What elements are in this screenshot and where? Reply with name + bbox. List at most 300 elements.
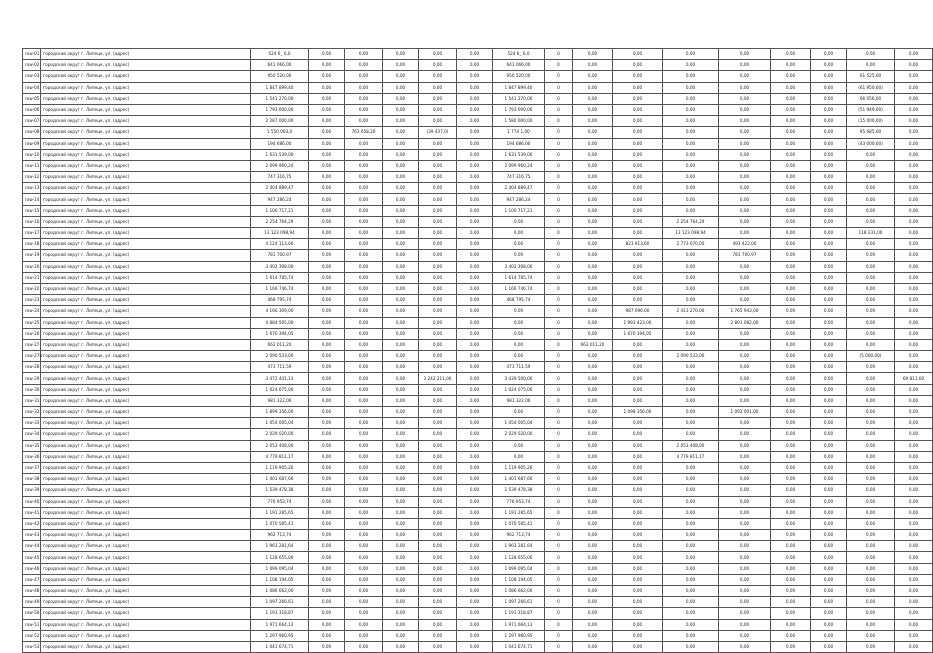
amount-cell: 0,00	[573, 362, 613, 373]
amount-cell: 1 539 478,38	[493, 485, 545, 496]
amount-cell: 0,00	[309, 418, 345, 429]
amount-cell: 0,00	[419, 351, 457, 362]
amount-cell: 0,00	[457, 272, 493, 283]
amount-cell: 0,00	[663, 93, 719, 104]
amount-cell: 1 297 960,95	[251, 630, 309, 641]
address-cell: городской округ г. Липецк, ул. (адрес)	[41, 250, 251, 261]
amount-cell: 0,00	[383, 60, 419, 71]
amount-cell: 0,00	[345, 328, 383, 339]
amount-cell: 0,00	[811, 641, 847, 652]
amount-cell: 0,00	[457, 160, 493, 171]
row-number: row-23	[23, 295, 41, 306]
amount-cell: 0,00	[613, 496, 663, 507]
amount-cell: 1 119 905,26	[493, 462, 545, 473]
amount-cell: 0,00	[309, 205, 345, 216]
amount-cell: 0,00	[847, 205, 895, 216]
amount-cell: 0,00	[457, 362, 493, 373]
amount-cell: 0,00	[811, 283, 847, 294]
amount-cell: 0,00	[457, 395, 493, 406]
amount-cell: 0,00	[847, 306, 895, 317]
amount-cell: 0,00	[895, 82, 933, 93]
amount-cell: 0	[545, 261, 573, 272]
amount-cell: 0,00	[457, 384, 493, 395]
amount-cell: 0,00	[419, 552, 457, 563]
amount-cell: 0,00	[383, 183, 419, 194]
row-number: row-52	[23, 630, 41, 641]
amount-cell: 0,00	[811, 149, 847, 160]
amount-cell: 0	[545, 71, 573, 82]
amount-cell: 0,00	[383, 261, 419, 272]
amount-cell: 0,00	[895, 339, 933, 350]
amount-cell: 0,00	[847, 641, 895, 652]
amount-cell: 0,00	[383, 71, 419, 82]
row-number: row-33	[23, 418, 41, 429]
amount-cell: 0,00	[419, 451, 457, 462]
amount-cell: 0,00	[771, 384, 811, 395]
amount-cell: 0,00	[847, 407, 895, 418]
amount-cell: 0,00	[895, 362, 933, 373]
address-cell: городской округ г. Липецк, ул. (адрес)	[41, 451, 251, 462]
table-row	[23, 306, 933, 317]
amount-cell: 1 963 281,64	[493, 541, 545, 552]
table-row	[23, 239, 933, 250]
amount-cell: 0,00	[847, 541, 895, 552]
amount-cell: 0,00	[309, 239, 345, 250]
amount-cell: 0,00	[457, 239, 493, 250]
amount-cell: 2 773 070,00	[663, 239, 719, 250]
amount-cell: 0,00	[719, 485, 771, 496]
amount-cell: 0,00	[419, 116, 457, 127]
amount-cell: 0,00	[383, 93, 419, 104]
row-number: row-04	[23, 82, 41, 93]
amount-cell: 2 099 960,24	[251, 160, 309, 171]
amount-cell: 0,00	[771, 462, 811, 473]
amount-cell: 0,00	[895, 49, 933, 60]
amount-cell: 0,00	[811, 462, 847, 473]
amount-cell: 0,00	[719, 429, 771, 440]
amount-cell: 1 191 285,65	[493, 507, 545, 518]
table-row	[23, 183, 933, 194]
amount-cell: 0,00	[719, 194, 771, 205]
address-cell: городской округ г. Липецк, ул. (адрес)	[41, 362, 251, 373]
amount-cell: 0,00	[613, 138, 663, 149]
amount-cell: 0,00	[613, 283, 663, 294]
amount-cell: 0,00	[573, 261, 613, 272]
amount-cell: 0,00	[719, 597, 771, 608]
amount-cell: 0,00	[309, 530, 345, 541]
amount-cell: 0,00	[419, 306, 457, 317]
amount-cell: 3 439 500,00	[493, 373, 545, 384]
amount-cell: 0,00	[345, 641, 383, 652]
amount-cell: 0,00	[811, 608, 847, 619]
amount-cell: 0,00	[419, 295, 457, 306]
amount-cell: 0,00	[457, 597, 493, 608]
amount-cell: 0,00	[811, 485, 847, 496]
amount-cell: 0,00	[663, 138, 719, 149]
row-number: row-43	[23, 530, 41, 541]
amount-cell: 0	[545, 574, 573, 585]
amount-cell: 0,00	[663, 250, 719, 261]
address-cell: городской округ г. Липецк, ул. (адрес)	[41, 82, 251, 93]
amount-cell: 0,00	[573, 283, 613, 294]
amount-cell: 0,00	[345, 172, 383, 183]
amount-cell: 0	[545, 138, 573, 149]
amount-cell: 194 686,00	[251, 138, 309, 149]
amount-cell: 0,00	[309, 608, 345, 619]
amount-cell: 0,00	[345, 474, 383, 485]
address-cell: городской округ г. Липецк, ул. (адрес)	[41, 71, 251, 82]
amount-cell: 0,00	[383, 563, 419, 574]
address-cell: городской округ г. Липецк, ул. (адрес)	[41, 228, 251, 239]
amount-cell: 0,00	[457, 328, 493, 339]
amount-cell: 0,00	[419, 60, 457, 71]
amount-cell: 0,00	[309, 574, 345, 585]
row-number: row-32	[23, 407, 41, 418]
amount-cell: 1 765 943,00	[719, 306, 771, 317]
amount-cell: 0,00	[457, 172, 493, 183]
amount-cell: 0	[545, 541, 573, 552]
amount-cell: 0,00	[309, 71, 345, 82]
amount-cell: 0	[545, 283, 573, 294]
amount-cell: 473 711,59	[493, 362, 545, 373]
amount-cell: 0,00	[345, 205, 383, 216]
amount-cell: 0,00	[663, 49, 719, 60]
amount-cell: 0,00	[663, 82, 719, 93]
amount-cell: 0,00	[771, 172, 811, 183]
row-number: row-48	[23, 586, 41, 597]
amount-cell: 0,00	[771, 563, 811, 574]
amount-cell: 0,00	[573, 574, 613, 585]
amount-cell: 0,00	[419, 328, 457, 339]
amount-cell: 0	[545, 82, 573, 93]
amount-cell: 0	[545, 194, 573, 205]
amount-cell: 0,00	[811, 317, 847, 328]
amount-cell: 0,00	[573, 608, 613, 619]
amount-cell: 0,00	[771, 574, 811, 585]
table-row	[23, 328, 933, 339]
amount-cell: 0,00	[771, 116, 811, 127]
amount-cell: 962 713,74	[251, 530, 309, 541]
amount-cell: 473 711,59	[251, 362, 309, 373]
address-cell: городской округ г. Липецк, ул. (адрес)	[41, 496, 251, 507]
amount-cell: 0,00	[419, 172, 457, 183]
amount-cell: 0,00	[383, 138, 419, 149]
amount-cell: 0,00	[847, 261, 895, 272]
amount-cell: 0,00	[771, 194, 811, 205]
amount-cell: 0,00	[811, 586, 847, 597]
table-row	[23, 485, 933, 496]
amount-cell: 0,00	[309, 116, 345, 127]
amount-cell: 0,00	[345, 216, 383, 227]
amount-cell: 0,00	[573, 172, 613, 183]
amount-cell: 0,00	[771, 474, 811, 485]
amount-cell: 0,00	[847, 496, 895, 507]
amount-cell: 0,00	[847, 373, 895, 384]
amount-cell: 0,00	[895, 597, 933, 608]
amount-cell: 0,00	[663, 485, 719, 496]
row-number: row-26	[23, 328, 41, 339]
table-row	[23, 641, 933, 652]
amount-cell: 0,00	[811, 552, 847, 563]
amount-cell: 0,00	[419, 407, 457, 418]
amount-cell: 0,00	[493, 407, 545, 418]
amount-cell: 0,00	[457, 261, 493, 272]
amount-cell: 0,00	[383, 49, 419, 60]
address-cell: городской округ г. Липецк, ул. (адрес)	[41, 507, 251, 518]
amount-cell: 0,00	[811, 530, 847, 541]
amount-cell: 0,00	[457, 104, 493, 115]
amount-cell: 0,00	[719, 373, 771, 384]
amount-cell: 0,00	[345, 418, 383, 429]
amount-cell: 0,00	[719, 474, 771, 485]
amount-cell: 0,00	[847, 172, 895, 183]
amount-cell: 2 254 764,29	[251, 216, 309, 227]
amount-cell: 0,00	[811, 127, 847, 138]
amount-cell: 0,00	[771, 351, 811, 362]
amount-cell: 0,00	[383, 104, 419, 115]
amount-cell: 0,00	[663, 597, 719, 608]
row-number: row-13	[23, 183, 41, 194]
amount-cell: 0,00	[419, 362, 457, 373]
amount-cell: 0,00	[419, 574, 457, 585]
row-number: row-27b	[23, 351, 41, 362]
amount-cell: 0	[545, 474, 573, 485]
amount-cell: 0,00	[493, 440, 545, 451]
amount-cell: 0,00	[719, 384, 771, 395]
amount-cell: 0,00	[771, 250, 811, 261]
amount-cell: 0,00	[613, 272, 663, 283]
amount-cell: 0,00	[383, 306, 419, 317]
address-cell: городской округ г. Липецк, ул. (адрес)	[41, 104, 251, 115]
amount-cell: 0,00	[573, 384, 613, 395]
amount-cell: 0,00	[811, 440, 847, 451]
amount-cell: 0,00	[895, 149, 933, 160]
amount-cell: 0,00	[663, 205, 719, 216]
amount-cell: 0	[545, 407, 573, 418]
amount-cell: 0,00	[613, 216, 663, 227]
amount-cell: 69 811,00	[895, 373, 933, 384]
amount-cell: 0,00	[719, 608, 771, 619]
amount-cell: 0,00	[811, 228, 847, 239]
amount-cell: 0,00	[613, 127, 663, 138]
amount-cell: 0,00	[771, 60, 811, 71]
amount-cell: 0,00	[663, 60, 719, 71]
amount-cell: 0,00	[613, 474, 663, 485]
amount-cell: 0,00	[345, 541, 383, 552]
amount-cell: 987 096,00	[613, 306, 663, 317]
amount-cell: 0,00	[573, 306, 613, 317]
table-row	[23, 216, 933, 227]
amount-cell: 61 525,00	[847, 71, 895, 82]
amount-cell: 0,00	[895, 127, 933, 138]
amount-cell: 0,00	[493, 239, 545, 250]
amount-cell: 0,00	[811, 71, 847, 82]
amount-cell: 0,00	[345, 160, 383, 171]
amount-cell: 0,00	[663, 362, 719, 373]
amount-cell: 0,00	[419, 641, 457, 652]
amount-cell: 0	[545, 104, 573, 115]
amount-cell: 0,00	[383, 250, 419, 261]
amount-cell: 0,00	[419, 239, 457, 250]
amount-cell: 0,00	[573, 541, 613, 552]
amount-cell: 0,00	[847, 295, 895, 306]
amount-cell: 0,00	[613, 295, 663, 306]
amount-cell: 0,00	[345, 149, 383, 160]
row-number: row-09	[23, 138, 41, 149]
amount-cell: 0,00	[663, 619, 719, 630]
amount-cell: 0,00	[493, 328, 545, 339]
amount-cell: 0,00	[345, 619, 383, 630]
amount-cell: 0,00	[383, 418, 419, 429]
amount-cell: 0,00	[719, 563, 771, 574]
amount-cell: 0,00	[309, 518, 345, 529]
address-cell: городской округ г. Липецк, ул. (адрес)	[41, 183, 251, 194]
amount-cell: 0,00	[719, 395, 771, 406]
amount-cell: 0,00	[457, 317, 493, 328]
amount-cell: 1 086 662,00	[251, 586, 309, 597]
amount-cell: 0,00	[771, 619, 811, 630]
table-row	[23, 205, 933, 216]
amount-cell: 0,00	[811, 160, 847, 171]
amount-cell: 0,00	[573, 351, 613, 362]
amount-cell: 0,00	[573, 183, 613, 194]
table-row	[23, 574, 933, 585]
amount-cell: 3 242 211,00	[419, 373, 457, 384]
amount-cell: 0,00	[719, 116, 771, 127]
amount-cell: 0,00	[345, 239, 383, 250]
amount-cell: 0,00	[847, 49, 895, 60]
table-row	[23, 116, 933, 127]
amount-cell: 1 793 000,00	[251, 104, 309, 115]
amount-cell: 0,00	[457, 440, 493, 451]
amount-cell: 2 891 082,00	[719, 317, 771, 328]
amount-cell: 0	[545, 395, 573, 406]
amount-cell: 0,00	[493, 351, 545, 362]
amount-cell: 0,00	[663, 283, 719, 294]
amount-cell: 0,00	[383, 295, 419, 306]
amount-cell: 0,00	[419, 418, 457, 429]
amount-cell: 0,00	[663, 172, 719, 183]
amount-cell: 0	[545, 272, 573, 283]
amount-cell: 0,00	[573, 474, 613, 485]
amount-cell: 0,00	[345, 429, 383, 440]
amount-cell: 0,00	[419, 138, 457, 149]
row-number: row-02	[23, 60, 41, 71]
amount-cell: 0,00	[895, 216, 933, 227]
amount-cell: 118 231,00	[847, 228, 895, 239]
amount-cell: 641 066,00	[493, 60, 545, 71]
amount-cell: 0,00	[613, 586, 663, 597]
amount-cell: 0,00	[345, 630, 383, 641]
amount-cell: 0,00	[771, 138, 811, 149]
amount-cell: 0,00	[613, 641, 663, 652]
amount-cell: 0,00	[573, 82, 613, 93]
table-row	[23, 608, 933, 619]
amount-cell: 0,00	[613, 462, 663, 473]
amount-cell: 0,00	[847, 160, 895, 171]
amount-cell: 0,00	[573, 160, 613, 171]
amount-cell: 0,00	[663, 71, 719, 82]
amount-cell: 0,00	[383, 172, 419, 183]
amount-cell: 776 953,74	[251, 496, 309, 507]
amount-cell: 0	[545, 317, 573, 328]
amount-cell: 0,00	[573, 518, 613, 529]
amount-cell: 0,00	[663, 507, 719, 518]
row-number: row-03	[23, 71, 41, 82]
amount-cell: 0,00	[663, 149, 719, 160]
amount-cell: 1 191 285,65	[251, 507, 309, 518]
amount-cell: 0,00	[613, 351, 663, 362]
table-row	[23, 563, 933, 574]
amount-cell: 0,00	[811, 205, 847, 216]
amount-cell: 0	[545, 183, 573, 194]
amount-cell: 0,00	[345, 384, 383, 395]
amount-cell: 0,00	[457, 93, 493, 104]
amount-cell: 0,00	[493, 339, 545, 350]
amount-cell: 0,00	[345, 283, 383, 294]
address-cell: городской округ г. Липецк, ул. (адрес)	[41, 630, 251, 641]
table-row	[23, 541, 933, 552]
amount-cell: 0,00	[419, 395, 457, 406]
amount-cell: 0,00	[847, 384, 895, 395]
table-row	[23, 429, 933, 440]
amount-cell: 0,00	[383, 373, 419, 384]
amount-cell: 0,00	[383, 317, 419, 328]
amount-cell: 0,00	[573, 317, 613, 328]
amount-cell: 0,00	[457, 351, 493, 362]
amount-cell: 0,00	[613, 373, 663, 384]
amount-cell: 0,00	[573, 49, 613, 60]
amount-cell: 0,00	[309, 552, 345, 563]
amount-cell: 0,00	[383, 518, 419, 529]
amount-cell: 0,00	[771, 641, 811, 652]
amount-cell: 0,00	[419, 339, 457, 350]
amount-cell: 0,00	[383, 272, 419, 283]
amount-cell: 0,00	[457, 541, 493, 552]
amount-cell: 1 971 664,13	[493, 619, 545, 630]
amount-cell: 0,00	[345, 261, 383, 272]
amount-cell: 0,00	[613, 250, 663, 261]
amount-cell: 0,00	[383, 127, 419, 138]
amount-cell: 0,00	[811, 272, 847, 283]
amount-cell: 0,00	[811, 328, 847, 339]
amount-cell: 468 795,74	[251, 295, 309, 306]
amount-cell: 0,00	[895, 395, 933, 406]
table-row	[23, 507, 933, 518]
amount-cell: 0,00	[457, 71, 493, 82]
amount-cell: 0,00	[663, 474, 719, 485]
amount-cell: 0,00	[771, 485, 811, 496]
amount-cell: 0	[545, 216, 573, 227]
amount-cell: 0,00	[847, 60, 895, 71]
row-number: row-50	[23, 608, 41, 619]
amount-cell: 0,00	[895, 630, 933, 641]
amount-cell: 3 472 441,13	[251, 373, 309, 384]
amount-cell: 0,00	[345, 194, 383, 205]
amount-cell: 0,00	[895, 261, 933, 272]
amount-cell: 0,00	[771, 160, 811, 171]
amount-cell: 0,00	[719, 630, 771, 641]
table-row	[23, 362, 933, 373]
amount-cell: 0,00	[771, 239, 811, 250]
amount-cell: 0,00	[895, 541, 933, 552]
amount-cell: 0,00	[383, 619, 419, 630]
amount-cell: 1 100 717,21	[251, 205, 309, 216]
register-table	[22, 48, 933, 653]
amount-cell: 0,00	[419, 194, 457, 205]
amount-cell: 1 847 899,40	[251, 82, 309, 93]
amount-cell: 0,00	[613, 507, 663, 518]
